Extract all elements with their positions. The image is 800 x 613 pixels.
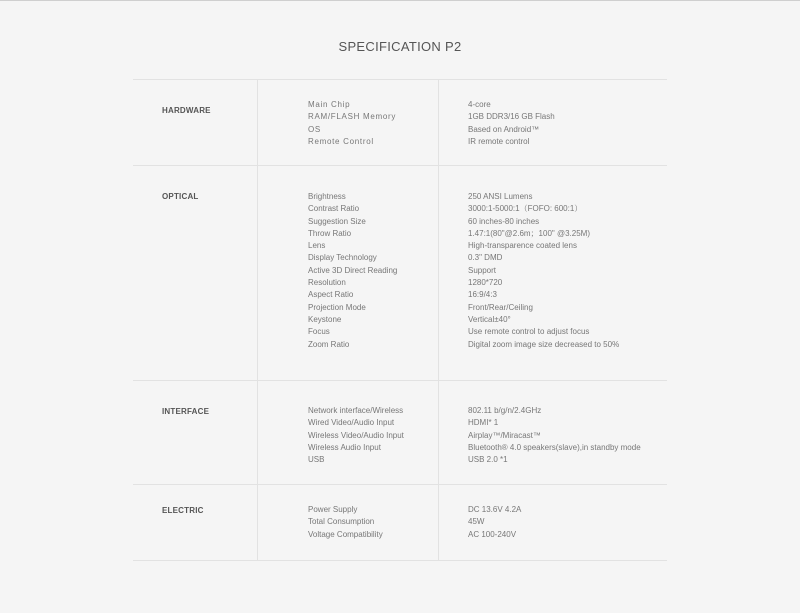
spec-key: Active 3D Direct Reading bbox=[308, 265, 398, 275]
spec-value: Based on Android™ bbox=[468, 124, 540, 134]
spec-key: RAM/FLASH Memory bbox=[308, 112, 397, 122]
section-interface bbox=[133, 381, 667, 485]
section-label: HARDWARE bbox=[162, 106, 211, 115]
spec-value: 0.3" DMD bbox=[468, 253, 503, 263]
spec-key: Projection Mode bbox=[308, 302, 366, 312]
spec-key: Contrast Ratio bbox=[308, 204, 360, 214]
spec-key: Throw Ratio bbox=[308, 228, 352, 238]
section-optical bbox=[133, 166, 667, 381]
spec-row bbox=[133, 124, 667, 136]
spec-row bbox=[133, 191, 667, 203]
spec-row bbox=[133, 240, 667, 252]
spec-key: Voltage Compatibility bbox=[308, 529, 383, 539]
spec-value: 3000:1-5000:1（FOFO: 600:1） bbox=[468, 204, 583, 214]
spec-key: Keystone bbox=[308, 314, 342, 324]
spec-value: 60 inches-80 inches bbox=[468, 216, 540, 226]
spec-rows bbox=[133, 191, 667, 351]
spec-key: Remote Control bbox=[308, 136, 374, 146]
spec-key: Resolution bbox=[308, 278, 346, 288]
spec-row bbox=[133, 430, 667, 442]
spec-value: Vertical±40° bbox=[468, 314, 511, 324]
spec-value: HDMI* 1 bbox=[468, 418, 499, 428]
spec-row bbox=[133, 516, 667, 528]
spec-value: High-transparence coated lens bbox=[468, 241, 577, 251]
spec-value: USB 2.0 *1 bbox=[468, 455, 508, 465]
spec-key: Display Technology bbox=[308, 253, 377, 263]
spec-value: 250 ANSI Lumens bbox=[468, 192, 533, 201]
spec-value: 802.11 b/g/n/2.4GHz bbox=[468, 406, 542, 415]
spec-key: Power Supply bbox=[308, 505, 358, 514]
spec-value: 1280*720 bbox=[468, 278, 503, 288]
spec-row bbox=[133, 265, 667, 277]
spec-key: Wireless Audio Input bbox=[308, 442, 381, 452]
spec-row bbox=[133, 216, 667, 228]
spec-row bbox=[133, 289, 667, 301]
spec-key: Network interface/Wireless bbox=[308, 406, 404, 415]
spec-rows bbox=[133, 405, 667, 466]
spec-value: 1GB DDR3/16 GB Flash bbox=[468, 112, 555, 122]
spec-row bbox=[133, 99, 667, 111]
spec-key: Zoom Ratio bbox=[308, 339, 350, 349]
section-label: ELECTRIC bbox=[162, 506, 204, 515]
spec-value: 45W bbox=[468, 517, 485, 527]
spec-value: IR remote control bbox=[468, 136, 530, 146]
spec-value: Use remote control to adjust focus bbox=[468, 327, 590, 337]
spec-key: USB bbox=[308, 455, 325, 465]
spec-row bbox=[133, 314, 667, 326]
spec-key: Lens bbox=[308, 241, 326, 251]
spec-row bbox=[133, 405, 667, 417]
spec-key: Wired Video/Audio Input bbox=[308, 418, 395, 428]
spec-row bbox=[133, 111, 667, 123]
spec-row bbox=[133, 529, 667, 541]
spec-row bbox=[133, 252, 667, 264]
spec-key: Focus bbox=[308, 327, 330, 337]
spec-row bbox=[133, 136, 667, 148]
spec-row bbox=[133, 442, 667, 454]
spec-key: Brightness bbox=[308, 192, 346, 201]
page-title: SPECIFICATION P2 bbox=[338, 39, 462, 54]
spec-value: Front/Rear/Ceiling bbox=[468, 302, 533, 312]
spec-value: Digital zoom image size decreased to 50% bbox=[468, 339, 620, 349]
section-label: OPTICAL bbox=[162, 192, 199, 201]
spec-value: 16:9/4:3 bbox=[468, 290, 497, 300]
spec-value: DC 13.6V 4.2A bbox=[468, 505, 522, 514]
spec-value: Support bbox=[468, 265, 497, 275]
section-hardware bbox=[133, 80, 667, 166]
spec-value: Airplay™/Miracast™ bbox=[468, 430, 541, 440]
spec-row bbox=[133, 277, 667, 289]
spec-key: Suggestion Size bbox=[308, 216, 366, 226]
spec-key: OS bbox=[308, 124, 321, 134]
spec-row bbox=[133, 302, 667, 314]
spec-value: AC 100-240V bbox=[468, 529, 517, 539]
spec-table bbox=[133, 79, 667, 561]
spec-row bbox=[133, 417, 667, 429]
spec-value: 1.47:1(80"@2.6m；100" @3.25M) bbox=[468, 228, 590, 238]
spec-row bbox=[133, 339, 667, 351]
top-rule bbox=[0, 0, 800, 1]
section-electric bbox=[133, 485, 667, 561]
spec-row bbox=[133, 454, 667, 466]
spec-value: Bluetooth® 4.0 speakers(slave),in standby mode bbox=[468, 442, 641, 452]
spec-rows bbox=[133, 504, 667, 541]
spec-row bbox=[133, 326, 667, 338]
spec-key: Total Consumption bbox=[308, 517, 375, 527]
spec-rows bbox=[133, 99, 667, 148]
spec-value: 4-core bbox=[468, 100, 491, 109]
spec-row bbox=[133, 203, 667, 215]
spec-key: Aspect Ratio bbox=[308, 290, 354, 300]
section-label: INTERFACE bbox=[162, 407, 210, 416]
spec-row bbox=[133, 228, 667, 240]
spec-row bbox=[133, 504, 667, 516]
spec-key: Wireless Video/Audio Input bbox=[308, 430, 404, 440]
spec-key: Main Chip bbox=[308, 100, 351, 109]
